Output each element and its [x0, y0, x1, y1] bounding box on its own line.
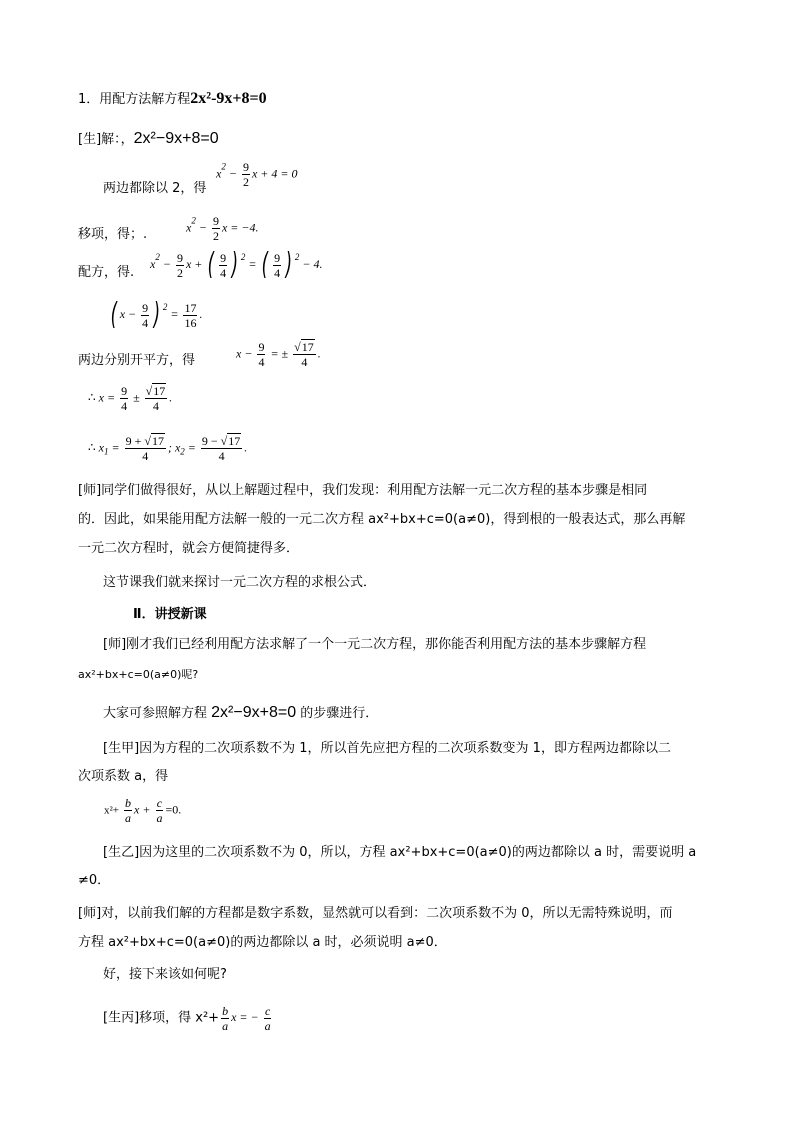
- solution-equation: 2x²−9x+8=0: [133, 130, 219, 147]
- reference-before: 大家可参照解方程: [103, 706, 208, 721]
- divide-step-equation: $x^2$ − $\frac{9}{2}$ x + 4 = 0: [216, 160, 298, 189]
- complete-square-equation: $x^2$ − $\frac{9}{2}$ x + ( $\frac{9}{4}$ ) $^2$ = ( $\frac{9}{4}$ ) $^2$ − 4.: [150, 247, 323, 282]
- teacher-remark-line-3: 一元二次方程时，就会方便简捷得多．: [78, 541, 300, 556]
- divide-step-text: 两边都除以 2，得: [103, 181, 207, 196]
- complete-square-text: 配方，得.: [78, 265, 135, 280]
- solution-roots-equation: ∴ $x_1$ = $\frac{9 + √17}{4}$ ; $x_2$ = $\frac{9 - √17}{4}$ .: [88, 434, 248, 463]
- reference-equation: 2x²−9x+8=0: [211, 704, 297, 721]
- student-a-line-1: [生甲]因为方程的二次项系数不为 1，所以首先应把方程的二次项系数变为 1，即方程两边都除以二: [103, 741, 671, 756]
- square-root-text: 两边分别开平方，得: [78, 353, 196, 368]
- reference-instruction: [103, 704, 378, 723]
- divide-by-a-equation: x²+ $\frac{b}{a}$ x + $\frac{c}{a}$ =0.: [104, 796, 182, 825]
- move-term-equation: $x^2$ − $\frac{9}{2}$ x = −4.: [186, 214, 259, 243]
- teacher-remark-line-1: [师]同学们做得很好，从以上解题过程中，我们发现：利用配方法解一元二次方程的基本步骤是相同: [78, 483, 648, 498]
- reference-after: 的步骤进行．: [300, 706, 379, 721]
- lesson-intro: 这节课我们就来探讨一元二次方程的求根公式．: [103, 575, 377, 590]
- teacher-response-line-2: 方程 ax²+bx+c=0(a≠0)的两边都除以 a 时，必须说明 a≠0．: [78, 935, 447, 950]
- student-c-prefix: [生丙]移项，得 x²+: [103, 1010, 220, 1026]
- student-c-move-terms: [生丙]移项，得 x²+ $\frac{b}{a}$ x = − $\frac{c}{a}$: [103, 1004, 271, 1033]
- problem-equation: 2x²-9x+8=0: [190, 90, 267, 107]
- solution-x-equation: ∴ x = $\frac{9}{4}$ ± $\frac{√17}{4}$ .: [88, 384, 173, 413]
- student-b-line-1: [生乙]因为这里的二次项系数不为 0，所以，方程 ax²+bx+c=0(a≠0)的两边都除以 a 时，需要说明 a: [103, 845, 697, 860]
- teacher-remark-line-2: 的．因此，如果能用配方法解一般的一元二次方程 ax²+bx+c=0(a≠0)，得到根的一般表达式，那么再解: [78, 512, 686, 527]
- student-solution-start: [78, 130, 219, 149]
- section-heading: Ⅱ．讲授新课: [133, 607, 207, 622]
- teacher-question-line-1: [师]刚才我们已经利用配方法求解了一个一元二次方程，那你能否利用配方法的基本步骤解方程: [103, 637, 647, 652]
- student-label: [生]解：，: [78, 132, 134, 147]
- move-term-text: 移项，得；.: [78, 227, 148, 242]
- teacher-response-line-1: [师]对，以前我们解的方程都是数字系数，显然就可以看到：二次项系数不为 0，所以无需特殊说明，而: [78, 906, 673, 921]
- student-a-line-2: 次项系数 a，得: [78, 769, 169, 784]
- problem-prefix: 1．用配方法解方程: [78, 92, 191, 107]
- teacher-question-line-2: ax²+bx+c=0(a≠0)呢?: [78, 668, 199, 681]
- next-step-question: 好，接下来该如何呢?: [103, 967, 227, 982]
- student-b-line-2: ≠0．: [78, 873, 111, 888]
- problem-statement: [78, 90, 267, 109]
- square-root-equation: x − $\frac{9}{4}$ = ± $\frac{√17}{4}$ .: [236, 340, 321, 369]
- square-form-equation: ( x − $\frac{9}{4}$ ) $^2$ = $\frac{17}{16}$ .: [110, 297, 203, 332]
